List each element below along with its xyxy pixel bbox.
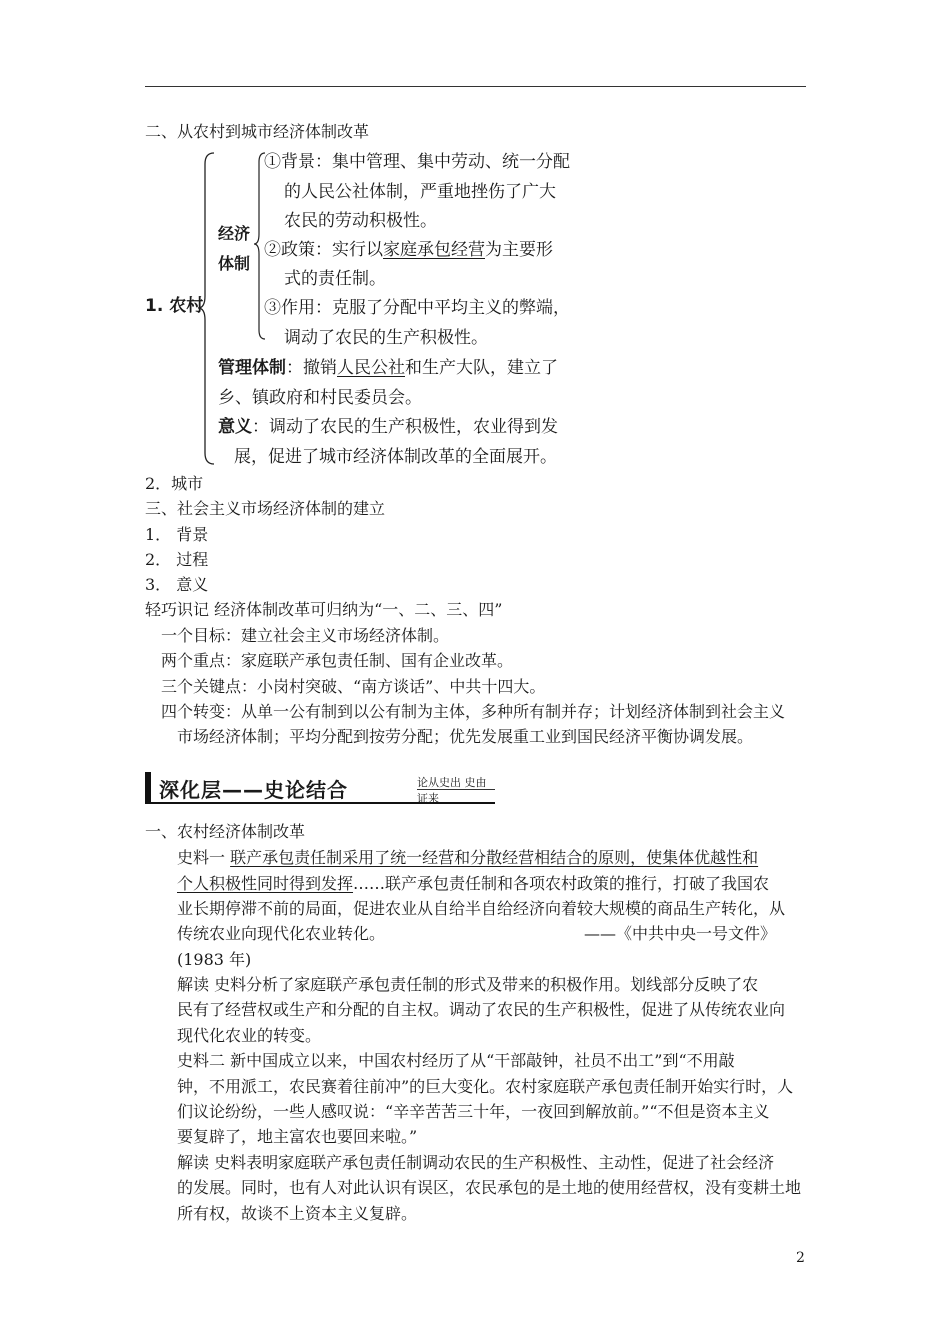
- source-2-line-3: 们议论纷纷，一些人感叹说：“辛辛苦苦三十年，一夜回到解放前。”“不但是资本主义: [177, 1102, 770, 1121]
- source-1-underlined-1: 联产承包责任制采用了统一经营和分散经营相结合的原则，使集体优越性和: [230, 848, 759, 867]
- management-prefix: ：撤销: [286, 358, 337, 378]
- rural-label: 1. 农村: [145, 296, 204, 316]
- policy-line-1: [264, 240, 553, 260]
- reading-1-line-3: 现代化农业的转变。: [177, 1026, 322, 1045]
- list-item-background: 1． 背景: [145, 525, 209, 544]
- list-item-process: 2． 过程: [145, 550, 209, 569]
- meaning-line-2: 展，促进了城市经济体制改革的全面展开。: [234, 447, 557, 467]
- section-header-deepening: [145, 772, 495, 804]
- management-underlined: 人民公社: [337, 358, 405, 378]
- header-rule: [145, 86, 806, 87]
- reading-2-line-1: 解读 史料表明家庭联产承包责任制调动农民的生产积极性、主动性，促进了社会经济: [177, 1153, 775, 1172]
- page-number: 2: [796, 1250, 805, 1266]
- source-1-underlined-2: 个人积极性同时得到发挥: [177, 874, 354, 893]
- memo-line-4: 四个转变：从单一公有制到以公有制为主体，多种所有制并存；计划经济体制到社会主义: [161, 702, 786, 721]
- city-item: 2．城市: [145, 474, 204, 493]
- reading-2-line-3: 所有权，故谈不上资本主义复辟。: [177, 1204, 418, 1223]
- source-1-line-4: 传统农业向现代化农业转化。: [177, 924, 386, 943]
- section-subtitle-rule: [417, 789, 495, 790]
- source-1-line-2: [177, 874, 769, 894]
- policy-line-2: 式的责任制。: [284, 269, 386, 289]
- section-title-rural-to-urban: 二、从农村到城市经济体制改革: [145, 122, 370, 141]
- management-suffix: 和生产大队，建立了: [405, 358, 558, 378]
- list-item-significance: 3． 意义: [145, 575, 209, 594]
- memo-line-3: 三个关键点：小岗村突破、“南方谈话”、中共十四大。: [161, 677, 546, 696]
- meaning-label: 意义: [218, 417, 252, 437]
- source-1-line-3: 业长期停滞不前的局面，促进农业从自给半自给经济向着较大规模的商品生产转化，从: [177, 899, 786, 918]
- reading-2-line-2: 的发展。同时，也有人对此认识有误区，农民承包的是土地的使用经营权，没有变耕土地: [177, 1178, 802, 1197]
- source-2-line-4: 要复辟了，地主富农也要回来啦。”: [177, 1127, 418, 1146]
- source-1-citation: ——《中共中央一号文件》: [584, 924, 777, 943]
- reading-1-line-1: 解读 史料分析了家庭联产承包责任制的形式及带来的积极作用。划线部分反映了农: [177, 975, 759, 994]
- source-1-text-2: ……联产承包责任制和各项农村政策的推行，打破了我国农: [353, 874, 770, 893]
- section-header-subtitle: 论从史出 史由证来: [417, 776, 487, 805]
- analysis-title-rural-reform: 一、农村经济体制改革: [145, 822, 306, 841]
- source-1-year: (1983 年): [177, 950, 252, 969]
- memo-line-1: 一个目标：建立社会主义市场经济体制。: [161, 626, 450, 645]
- background-line-1: ①背景：集中管理、集中劳动、统一分配: [264, 152, 570, 172]
- reading-1-line-2: 民有了经营权或生产和分配的自主权。调动了农民的生产积极性，促进了从传统农业向: [177, 1000, 786, 1019]
- management-line-2: 乡、镇政府和村民委员会。: [218, 388, 422, 408]
- section-header-rule: [145, 802, 495, 804]
- memo-line-5: 市场经济体制；平均分配到按劳分配；优先发展重工业到国民经济平衡协调发展。: [177, 727, 754, 746]
- source-2-line-2: 钟，不用派工，农民赛着往前冲”的巨大变化。农村家庭联产承包责任制开始实行时，人: [177, 1077, 794, 1096]
- meaning-text: ：调动了农民的生产积极性，农业得到发: [252, 417, 558, 437]
- effect-line-1: ③作用：克服了分配中平均主义的弊端，: [264, 298, 570, 318]
- source-1-line-1: [177, 848, 758, 868]
- background-line-3: 农民的劳动积极性。: [284, 211, 437, 231]
- section-bar-mark: [145, 772, 151, 804]
- meaning-line-1: [218, 417, 558, 437]
- management-label: 管理体制: [218, 358, 286, 378]
- section-title-market-economy: 三、社会主义市场经济体制的建立: [145, 499, 386, 518]
- policy-underlined: 家庭承包经营: [383, 240, 485, 260]
- source-1-label: 史料一: [177, 848, 231, 867]
- memo-line-2: 两个重点：家庭联产承包责任制、国有企业改革。: [161, 651, 514, 670]
- section-header-title: 深化层——史论结合: [159, 778, 348, 802]
- memo-title: 轻巧识记 经济体制改革可归纳为“一、二、三、四”: [145, 600, 503, 619]
- effect-line-2: 调动了农民的生产积极性。: [284, 328, 488, 348]
- management-line-1: [218, 358, 558, 378]
- econ-system-label-2: 体制: [218, 254, 251, 273]
- policy-prefix: ②政策：实行以: [264, 240, 383, 260]
- background-line-2: 的人民公社体制，严重地挫伤了广大: [284, 182, 556, 202]
- policy-suffix: 为主要形: [485, 240, 553, 260]
- source-2-line-1: 史料二 新中国成立以来，中国农村经历了从“干部敲钟，社员不出工”到“不用敲: [177, 1051, 735, 1070]
- econ-system-label-1: 经济: [218, 224, 251, 243]
